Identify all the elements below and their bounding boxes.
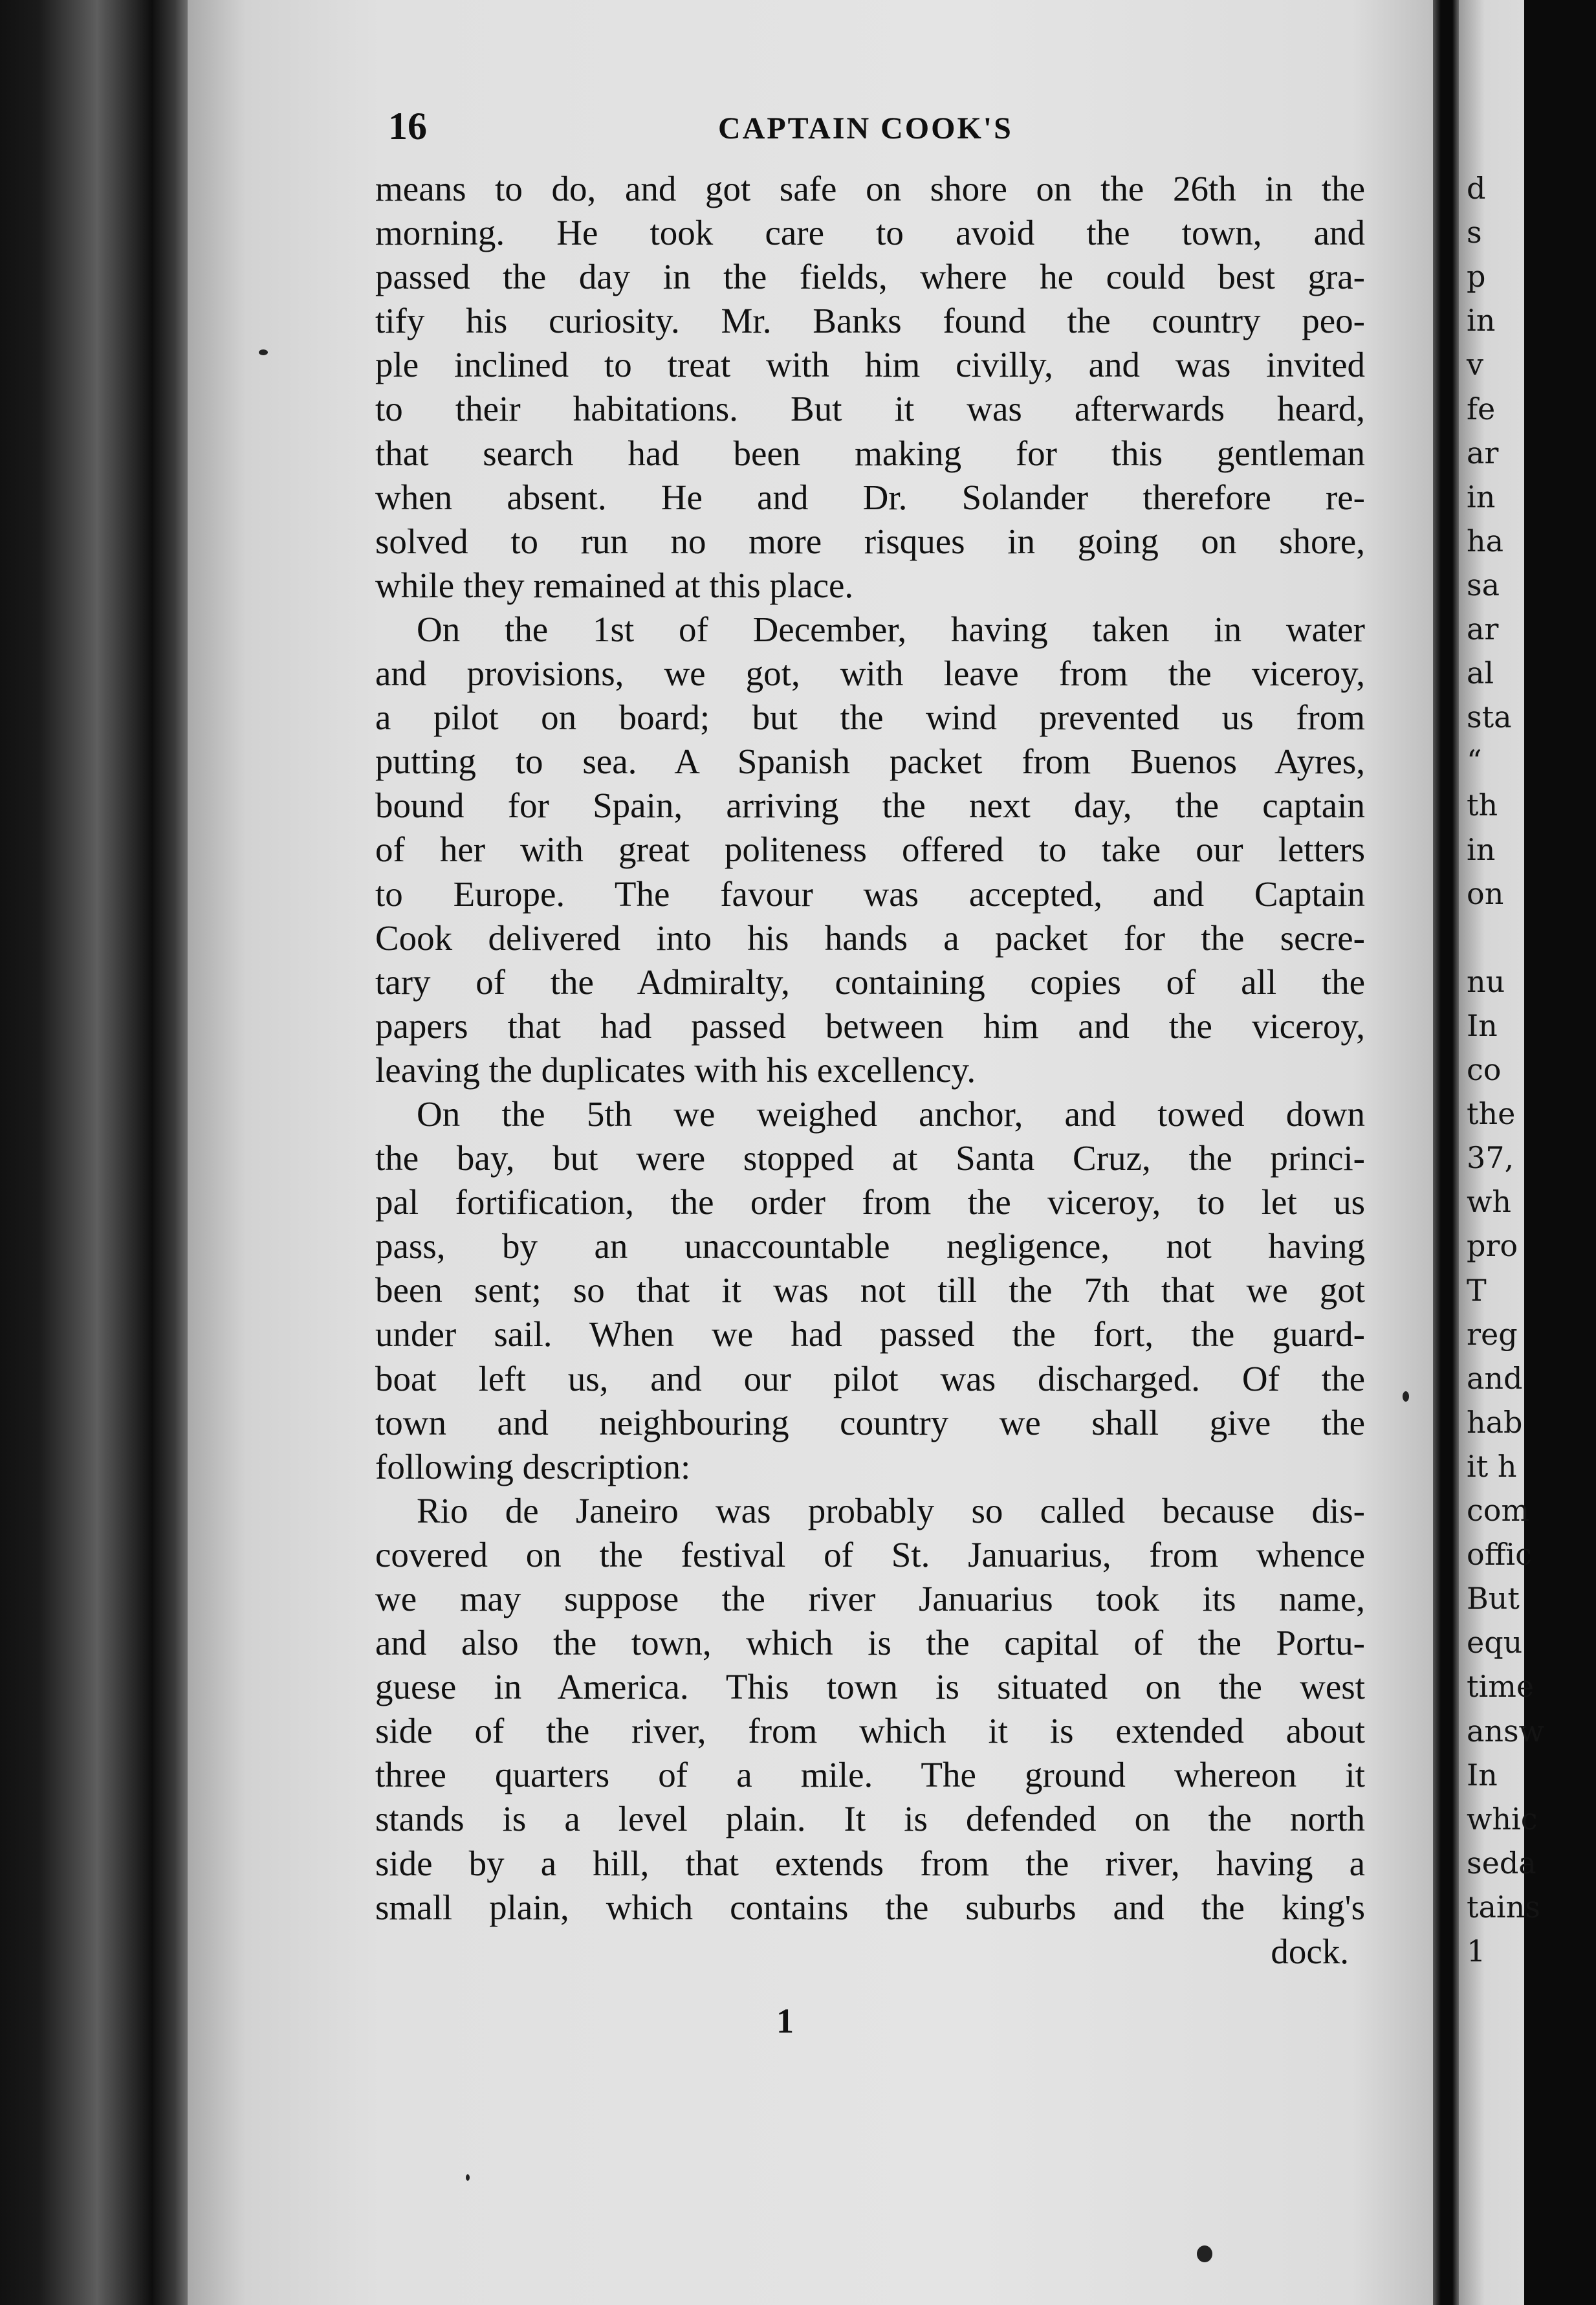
facing-page-text: in (1467, 479, 1496, 514)
text-line: side of the river, from which it is extended about (375, 1711, 1365, 1751)
facing-page-text: and (1467, 1360, 1523, 1396)
text-line: guese in America. This town is situated on the west (375, 1667, 1365, 1707)
text-line: to their habitations. But it was afterwards heard, (375, 389, 1365, 429)
facing-page-text: “ (1467, 744, 1482, 779)
facing-page-text: wh (1467, 1184, 1511, 1220)
facing-page-text: nu (1467, 964, 1505, 999)
text-line: to Europe. The favour was accepted, and Captain (375, 874, 1365, 914)
text-line: when absent. He and Dr. Solander therefore re- (375, 477, 1365, 517)
page-header (382, 97, 1404, 155)
facing-page-text: But (1467, 1581, 1520, 1616)
facing-page-text: 1 (1467, 1934, 1486, 1969)
facing-page-text: whic (1467, 1801, 1538, 1836)
facing-page-text: hab (1467, 1404, 1523, 1440)
facing-page-text: com (1467, 1493, 1530, 1528)
text-line: papers that had passed between him and the viceroy, (375, 1006, 1365, 1046)
text-line: morning. He took care to avoid the town, and (375, 213, 1365, 253)
facing-page-text: s (1467, 215, 1482, 250)
text-line: tary of the Admiralty, containing copies of all the (375, 962, 1365, 1002)
book-gutter (1433, 0, 1459, 2305)
text-line: tify his curiosity. Mr. Banks found the country peo- (375, 301, 1365, 341)
facing-page-text: v (1467, 347, 1483, 382)
text-line: following description: (375, 1446, 691, 1486)
facing-page-text: in (1467, 303, 1496, 338)
text-line: and also the town, which is the capital of the Portu- (375, 1623, 1365, 1663)
text-line: under sail. When we had passed the fort, the guard- (375, 1314, 1365, 1354)
facing-page-text: al (1467, 656, 1494, 691)
facing-page-text: In (1467, 1757, 1498, 1792)
facing-page-text: equ (1467, 1625, 1523, 1660)
catchword: dock. (1271, 1931, 1349, 1971)
facing-page-text: d (1467, 171, 1486, 206)
facing-page-text: time (1467, 1669, 1535, 1704)
printer-signature-mark: 1 (776, 2002, 794, 2040)
facing-page-text (1467, 916, 1596, 959)
facing-page-text: offic (1467, 1537, 1532, 1572)
text-line: Rio de Janeiro was probably so called because dis- (417, 1490, 1365, 1530)
page-number: 16 (388, 105, 427, 148)
facing-page-fragment (1459, 0, 1545, 2305)
body-text (375, 167, 1365, 1974)
text-line: a pilot on board; but the wind prevented us from (375, 698, 1365, 738)
text-line: been sent; so that it was not till the 7th that we got (375, 1270, 1365, 1310)
text-line: means to do, and got safe on shore on the 26th in the (375, 169, 1365, 208)
facing-page-text: 37, (1467, 1140, 1514, 1176)
text-line: boat left us, and our pilot was discharged. Of the (375, 1358, 1365, 1398)
text-line: that search had been making for this gentleman (375, 433, 1365, 473)
text-line: small plain, which contains the suburbs and the king's (375, 1887, 1365, 1927)
text-line: ple inclined to treat with him civilly, and was invited (375, 345, 1365, 385)
facing-page-text: reg (1467, 1316, 1518, 1352)
scan-speck (466, 2174, 470, 2181)
text-line: putting to sea. A Spanish packet from Buenos Ayres, (375, 742, 1365, 782)
text-line: solved to run no more risques in going on shore, (375, 521, 1365, 561)
text-line: three quarters of a mile. The ground whereon it (375, 1755, 1365, 1795)
facing-page-text: it h (1467, 1448, 1517, 1484)
facing-page-text: tains (1467, 1889, 1540, 1925)
text-line: covered on the festival of St. Januarius, from whence (375, 1534, 1365, 1574)
facing-page-text: th (1467, 788, 1498, 823)
text-line: side by a hill, that extends from the river, having a (375, 1843, 1365, 1883)
text-line: leaving the duplicates with his excellency. (375, 1050, 976, 1090)
text-line: Cook delivered into his hands a packet for the secre- (375, 918, 1365, 958)
text-line: of her with great politeness offered to take our letters (375, 830, 1365, 870)
text-line: we may suppose the river Januarius took its name, (375, 1579, 1365, 1618)
facing-page-text: ar (1467, 435, 1499, 470)
facing-page-text: sta (1467, 700, 1512, 735)
running-head: CAPTAIN COOK'S (718, 111, 1013, 146)
facing-page-text: sa (1467, 567, 1500, 602)
scan-speck (259, 349, 268, 355)
text-line: bound for Spain, arriving the next day, the captain (375, 786, 1365, 826)
facing-page-text: In (1467, 1008, 1498, 1043)
text-line: On the 5th we weighed anchor, and towed down (417, 1094, 1365, 1134)
facing-page-text: on (1467, 876, 1504, 911)
facing-page-text: p (1467, 259, 1486, 294)
facing-page-text: seda (1467, 1845, 1536, 1880)
text-line: and provisions, we got, with leave from the viceroy, (375, 654, 1365, 694)
facing-page-text: ha (1467, 523, 1504, 558)
facing-page-text: ar (1467, 612, 1499, 646)
text-line: passed the day in the fields, where he could best gra- (375, 257, 1365, 297)
facing-page-text: fe (1467, 391, 1496, 426)
scan-speck (1197, 2245, 1212, 2262)
facing-page-text: answ (1467, 1713, 1545, 1748)
text-line: while they remained at this place. (375, 565, 854, 605)
text-line: pal fortification, the order from the viceroy, to let us (375, 1182, 1365, 1222)
text-line: On the 1st of December, having taken in water (417, 609, 1365, 649)
text-line: stands is a level plain. It is defended on the north (375, 1799, 1365, 1839)
facing-page-text: in (1467, 832, 1496, 867)
facing-page-text: the (1467, 1096, 1516, 1132)
facing-page-text: co (1467, 1052, 1502, 1087)
text-line: town and neighbouring country we shall give the (375, 1402, 1365, 1442)
scan-speck (1403, 1391, 1409, 1402)
facing-page-text: T (1467, 1272, 1487, 1308)
book-binding-edge (0, 0, 194, 2305)
text-line: the bay, but were stopped at Santa Cruz, the princi- (375, 1138, 1365, 1178)
facing-page-text: pro (1467, 1228, 1518, 1264)
text-line: pass, by an unaccountable negligence, not having (375, 1226, 1365, 1266)
